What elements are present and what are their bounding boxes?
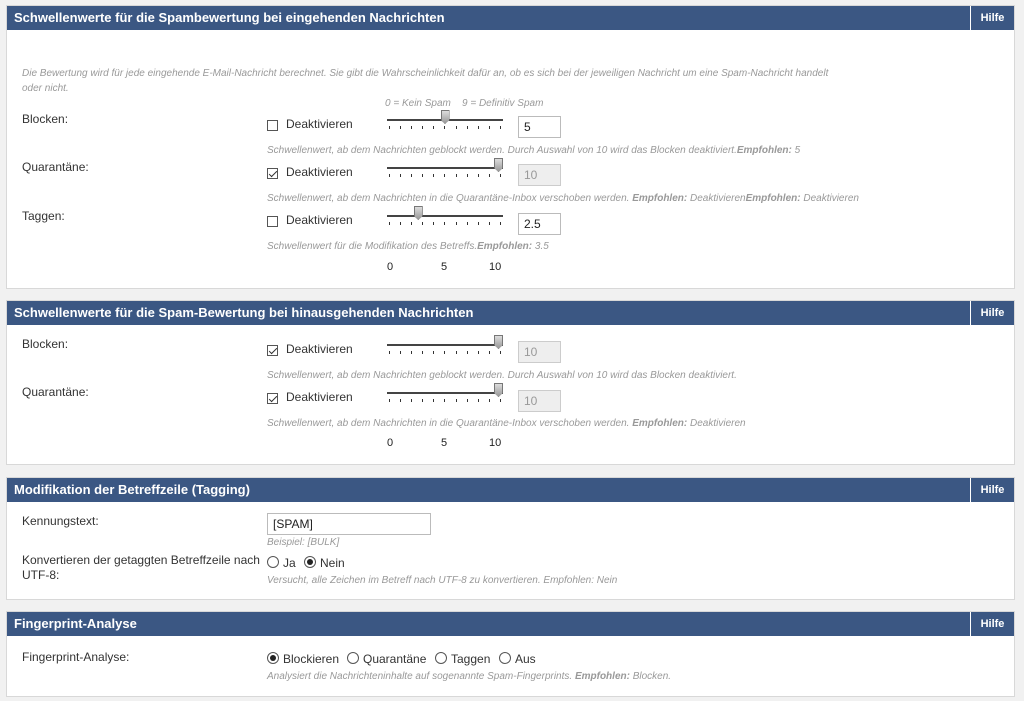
fingerprint-panel-title: Fingerprint-Analyse — [14, 616, 137, 631]
incoming-block-label: Blocken: — [22, 112, 69, 126]
fingerprint-off-radio[interactable] — [499, 652, 511, 664]
scale-legend — [385, 98, 543, 109]
incoming-tag-disable-label: Deaktivieren — [286, 213, 353, 227]
hint-text: Schwellenwert für die Modifikation des Betreffs. — [267, 241, 478, 252]
incoming-tag-slider[interactable] — [387, 208, 503, 228]
utf8-ja-label: Ja — [283, 556, 296, 570]
hint-tail: 3.5 — [532, 241, 549, 252]
fingerprint-panel-header — [7, 612, 1014, 636]
outgoing-quarantine-hint — [267, 418, 746, 429]
fingerprint-quarantine-label: Quarantäne — [363, 652, 427, 666]
hint-text: Analysiert die Nachrichteninhalte auf sogenannte Spam-Fingerprints. — [267, 671, 575, 682]
tagging-panel — [6, 477, 1015, 600]
outgoing-quarantine-disable-label: Deaktivieren — [286, 390, 353, 404]
fingerprint-label: Fingerprint-Analyse: — [22, 650, 130, 664]
outgoing-block-disable-label: Deaktivieren — [286, 342, 353, 356]
legend-high: 9 = Definitiv Spam — [462, 98, 544, 109]
incoming-tag-disable-checkbox[interactable] — [267, 216, 278, 227]
kennung-text-input[interactable]: [SPAM] — [267, 513, 431, 535]
fingerprint-help-button[interactable]: Hilfe — [970, 612, 1014, 636]
scale-label-0: 0 — [387, 437, 394, 449]
utf8-hint: Versucht, alle Zeichen im Betreff nach UTF-8 zu konvertieren. Empfohlen: Nein — [267, 575, 618, 586]
hint-tail: Blocken. — [629, 671, 672, 682]
slider-thumb[interactable] — [494, 383, 503, 397]
outgoing-quarantine-slider[interactable] — [387, 385, 503, 405]
kennung-label: Kennungstext: — [22, 514, 99, 528]
incoming-block-value-input[interactable]: 5 — [518, 116, 561, 138]
scale-label-5: 5 — [441, 261, 448, 273]
scale-label-5: 5 — [441, 437, 448, 449]
outgoing-block-disable-checkbox[interactable] — [267, 345, 278, 356]
utf8-ja-radio[interactable] — [267, 556, 279, 568]
hint-tail: 5 — [791, 145, 801, 156]
incoming-panel-header — [7, 6, 1014, 30]
hint-bold-2: Empfohlen: — [745, 193, 801, 204]
incoming-tag-label: Taggen: — [22, 209, 65, 223]
utf8-label: Konvertieren der getaggten Betreffzeile nach — [22, 553, 260, 567]
outgoing-block-hint: Schwellenwert, ab dem Nachrichten geblockt werden. Durch Auswahl von 10 wird das Blocken deaktiviert. — [267, 370, 737, 381]
incoming-quarantine-slider[interactable] — [387, 160, 503, 180]
outgoing-block-slider[interactable] — [387, 337, 503, 357]
outgoing-quarantine-label: Quarantäne: — [22, 385, 89, 399]
hint-tail: Deaktivieren — [687, 418, 746, 429]
slider-thumb[interactable] — [414, 206, 423, 220]
fingerprint-panel — [6, 611, 1015, 697]
hint-bold: Empfohlen: — [632, 193, 688, 204]
slider-thumb[interactable] — [494, 335, 503, 349]
fingerprint-tag-radio[interactable] — [435, 652, 447, 664]
legend-low: 0 = Kein Spam — [385, 98, 451, 109]
fingerprint-block-radio[interactable] — [267, 652, 279, 664]
outgoing-block-value-input[interactable]: 10 — [518, 341, 561, 363]
outgoing-quarantine-disable-checkbox[interactable] — [267, 393, 278, 404]
incoming-tag-hint — [267, 241, 549, 252]
incoming-description-2: oder nicht. — [22, 83, 69, 94]
incoming-quarantine-hint — [267, 193, 859, 204]
incoming-block-disable-checkbox[interactable] — [267, 120, 278, 131]
hint-bold: Empfohlen: — [736, 145, 792, 156]
tagging-help-button[interactable]: Hilfe — [970, 478, 1014, 502]
incoming-tag-value-input[interactable]: 2.5 — [518, 213, 561, 235]
tagging-panel-header — [7, 478, 1014, 502]
hint-tail: Deaktivieren — [800, 193, 859, 204]
hint-text: Schwellenwert, ab dem Nachrichten in die Quarantäne-Inbox verschoben werden. — [267, 418, 633, 429]
slider-thumb[interactable] — [441, 110, 450, 124]
hint-text: Schwellenwert, ab dem Nachrichten in die Quarantäne-Inbox verschoben werden. — [267, 193, 633, 204]
fingerprint-quarantine-radio[interactable] — [347, 652, 359, 664]
incoming-quarantine-disable-checkbox[interactable] — [267, 168, 278, 179]
hint-bold: Empfohlen: — [574, 671, 630, 682]
incoming-block-hint — [267, 145, 800, 156]
hint-bold: Empfohlen: — [632, 418, 688, 429]
incoming-quarantine-label: Quarantäne: — [22, 160, 89, 174]
outgoing-panel-title: Schwellenwerte für die Spam-Bewertung bei hinausgehenden Nachrichten — [14, 305, 474, 320]
incoming-description: Die Bewertung wird für jede eingehende E-Mail-Nachricht berechnet. Sie gibt die Wahrscheinlichkeit dafür an, ob es sich bei der jeweiligen Nachricht um eine Spam-Nachricht handelt — [22, 68, 829, 79]
fingerprint-hint — [267, 671, 671, 682]
slider-thumb[interactable] — [494, 158, 503, 172]
utf8-label-line2: UTF-8: — [22, 568, 60, 582]
scale-label-10: 10 — [489, 261, 502, 273]
scale-label-0: 0 — [387, 261, 394, 273]
tagging-panel-title: Modifikation der Betreffzeile (Tagging) — [14, 482, 250, 497]
incoming-help-button[interactable]: Hilfe — [970, 6, 1014, 30]
fingerprint-block-label: Blockieren — [283, 652, 340, 666]
fingerprint-tag-label: Taggen — [451, 652, 491, 666]
kennung-example: Beispiel: [BULK] — [267, 537, 340, 548]
incoming-quarantine-value-input[interactable]: 10 — [518, 164, 561, 186]
hint-mid: Deaktivieren — [687, 193, 746, 204]
utf8-nein-radio[interactable] — [304, 556, 316, 568]
outgoing-threshold-panel — [6, 300, 1015, 465]
outgoing-quarantine-value-input[interactable]: 10 — [518, 390, 561, 412]
outgoing-panel-header — [7, 301, 1014, 325]
incoming-block-disable-label: Deaktivieren — [286, 117, 353, 131]
incoming-panel-title: Schwellenwerte für die Spambewertung bei eingehenden Nachrichten — [14, 10, 445, 25]
scale-label-10: 10 — [489, 437, 502, 449]
utf8-nein-label: Nein — [320, 556, 345, 570]
hint-text: Schwellenwert, ab dem Nachrichten geblockt werden. Durch Auswahl von 10 wird das Blocken deaktiviert. — [267, 145, 737, 156]
hint-bold: Empfohlen: — [477, 241, 533, 252]
outgoing-help-button[interactable]: Hilfe — [970, 301, 1014, 325]
incoming-quarantine-disable-label: Deaktivieren — [286, 165, 353, 179]
outgoing-block-label: Blocken: — [22, 337, 69, 351]
fingerprint-off-label: Aus — [515, 652, 536, 666]
incoming-block-slider[interactable] — [387, 112, 503, 132]
incoming-threshold-panel — [6, 5, 1015, 289]
